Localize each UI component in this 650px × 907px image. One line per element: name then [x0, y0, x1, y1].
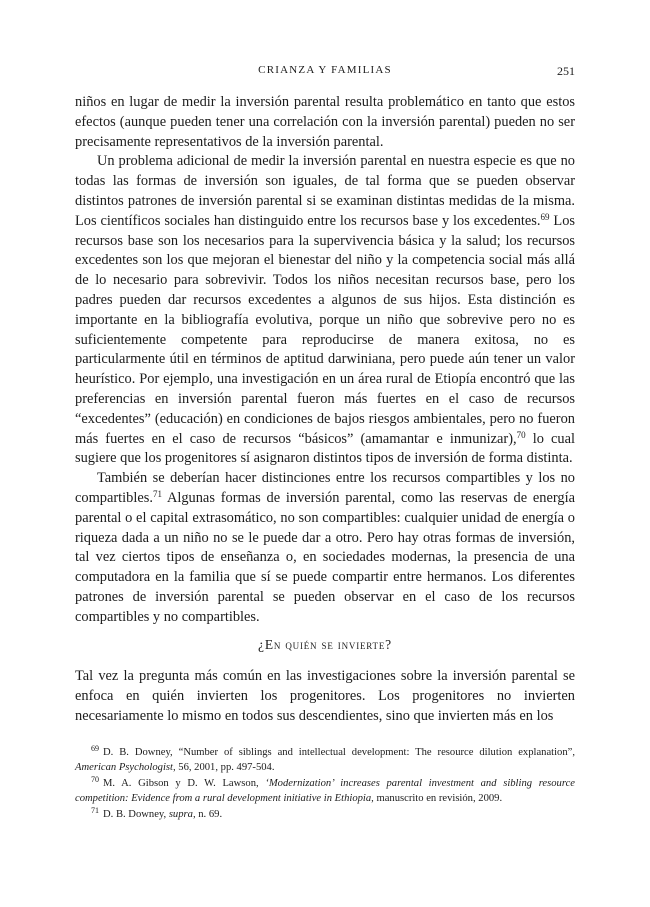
paragraph-shareable-resources [75, 469, 575, 627]
footnotes [75, 745, 575, 823]
footnote-number: 70 [91, 775, 99, 784]
footnote-italic: ‘Modernization’ increases parental investment and sibling resource competition: Evidence from a rural development initiative in Ethiopia, [75, 778, 575, 804]
paragraph-continued: niños en lugar de medir la inversión parental resulta problemático en tanto que estos efectos (aunque pueden tener una correlación con la inversión parental) pueden no ser precisamente representativos de la inversión parental. [75, 94, 575, 150]
footnote-70 [75, 776, 575, 806]
main-text [75, 93, 575, 628]
section-body [75, 667, 575, 726]
paragraph-investment-types [75, 152, 575, 469]
footnote-text: D. B. Downey, [103, 809, 169, 820]
paragraph-text: Los recursos base son los necesarios para la supervivencia básica y la salud; los recursos excedentes son los que mejoran el bienestar del niño y la competencia social más allá de lo necesario para sobrevivir. Todos los niños necesitan recursos base, pero los padres pueden dar recursos excedentes a algunos de sus hijos. Esta distinción es importante en la bibliografía evolutiva, porque un niño que sobrevive pero no es suficientemente competente para reproducirse de manera exitosa, no es particularmente útil en términos de aptitud darwiniana, pero puede aún tener un valor heurístico. Por ejemplo, una investigación en un área rural de Etiopía encontró que las preferencias en inversión parental fueron más fuertes en el caso de recursos “excedentes” (educación) en condiciones de bajos riesgos ambientales, pero no fueron más fuertes en el caso de recursos “básicos” (amamantar e inmunizar), [75, 212, 576, 447]
footnote-italic: American Psychologist, [75, 762, 176, 773]
footnote-69 [75, 745, 575, 775]
footnote-number: 69 [91, 744, 99, 753]
footnote-number: 71 [91, 806, 99, 815]
running-header [75, 64, 575, 80]
footnote-ref-71[interactable]: 71 [152, 488, 162, 499]
footnote-ref-70[interactable]: 70 [516, 429, 526, 440]
section-heading: ¿En quién se invierte? [258, 637, 392, 652]
footnote-ref-69[interactable]: 69 [540, 211, 550, 222]
footnote-71 [75, 807, 575, 822]
running-title: CRIANZA Y FAMILIAS [258, 64, 392, 76]
footnote-text: manuscrito en revisión, 2009. [373, 793, 503, 804]
paragraph-section-intro: Tal vez la pregunta más común en las investigaciones sobre la inversión parental se enfoca en quién invierten los progenitores. Los progenitores no invierten necesariamente lo mismo en todos sus descendientes, sino que invierten más en los [75, 668, 575, 724]
paragraph-text: También se deberían hacer distinciones entre los recursos compartibles y los no compartibles. [75, 470, 575, 506]
footnote-text: D. B. Downey, “Number of siblings and intellectual development: The resource dilution explanation”, [103, 747, 575, 758]
paragraph-text: Un problema adicional de medir la inversión parental en nuestra especie es que no todas las formas de inversión son iguales, de tal forma que se pueden observar distintos patrones de inversión parental si se examinan distintas medidas de la misma. Los científicos sociales han distinguido entre los recursos base y los excedentes. [75, 153, 575, 229]
footnote-italic: supra, [168, 809, 196, 820]
paragraph-text: lo cual sugiere que los progenitores sí asignaron distintos tipos de inversión de forma distinta. [75, 430, 575, 467]
paragraph-text: Algunas formas de inversión parental, como las reservas de energía parental o el capital extrasomático, no son compartibles: cualquier unidad de energía o riqueza dada a un niño no se le puede dar a otro. Pero hay otras formas de inversión, tal vez ciertos tipos de enseñanza o, en sociedades modernas, la presencia de una computadora en la familia que sí se puede compartir entre hermanos. Los diferentes patrones de inversión parental se pueden observar en el caso de los recursos compartibles y no compartibles. [75, 489, 575, 625]
page-number: 251 [557, 64, 575, 78]
footnote-text: n. 69. [195, 809, 223, 820]
footnote-text: 56, 2001, pp. 497-504. [175, 762, 275, 773]
footnote-text: M. A. Gibson y D. W. Lawson, [103, 778, 266, 789]
